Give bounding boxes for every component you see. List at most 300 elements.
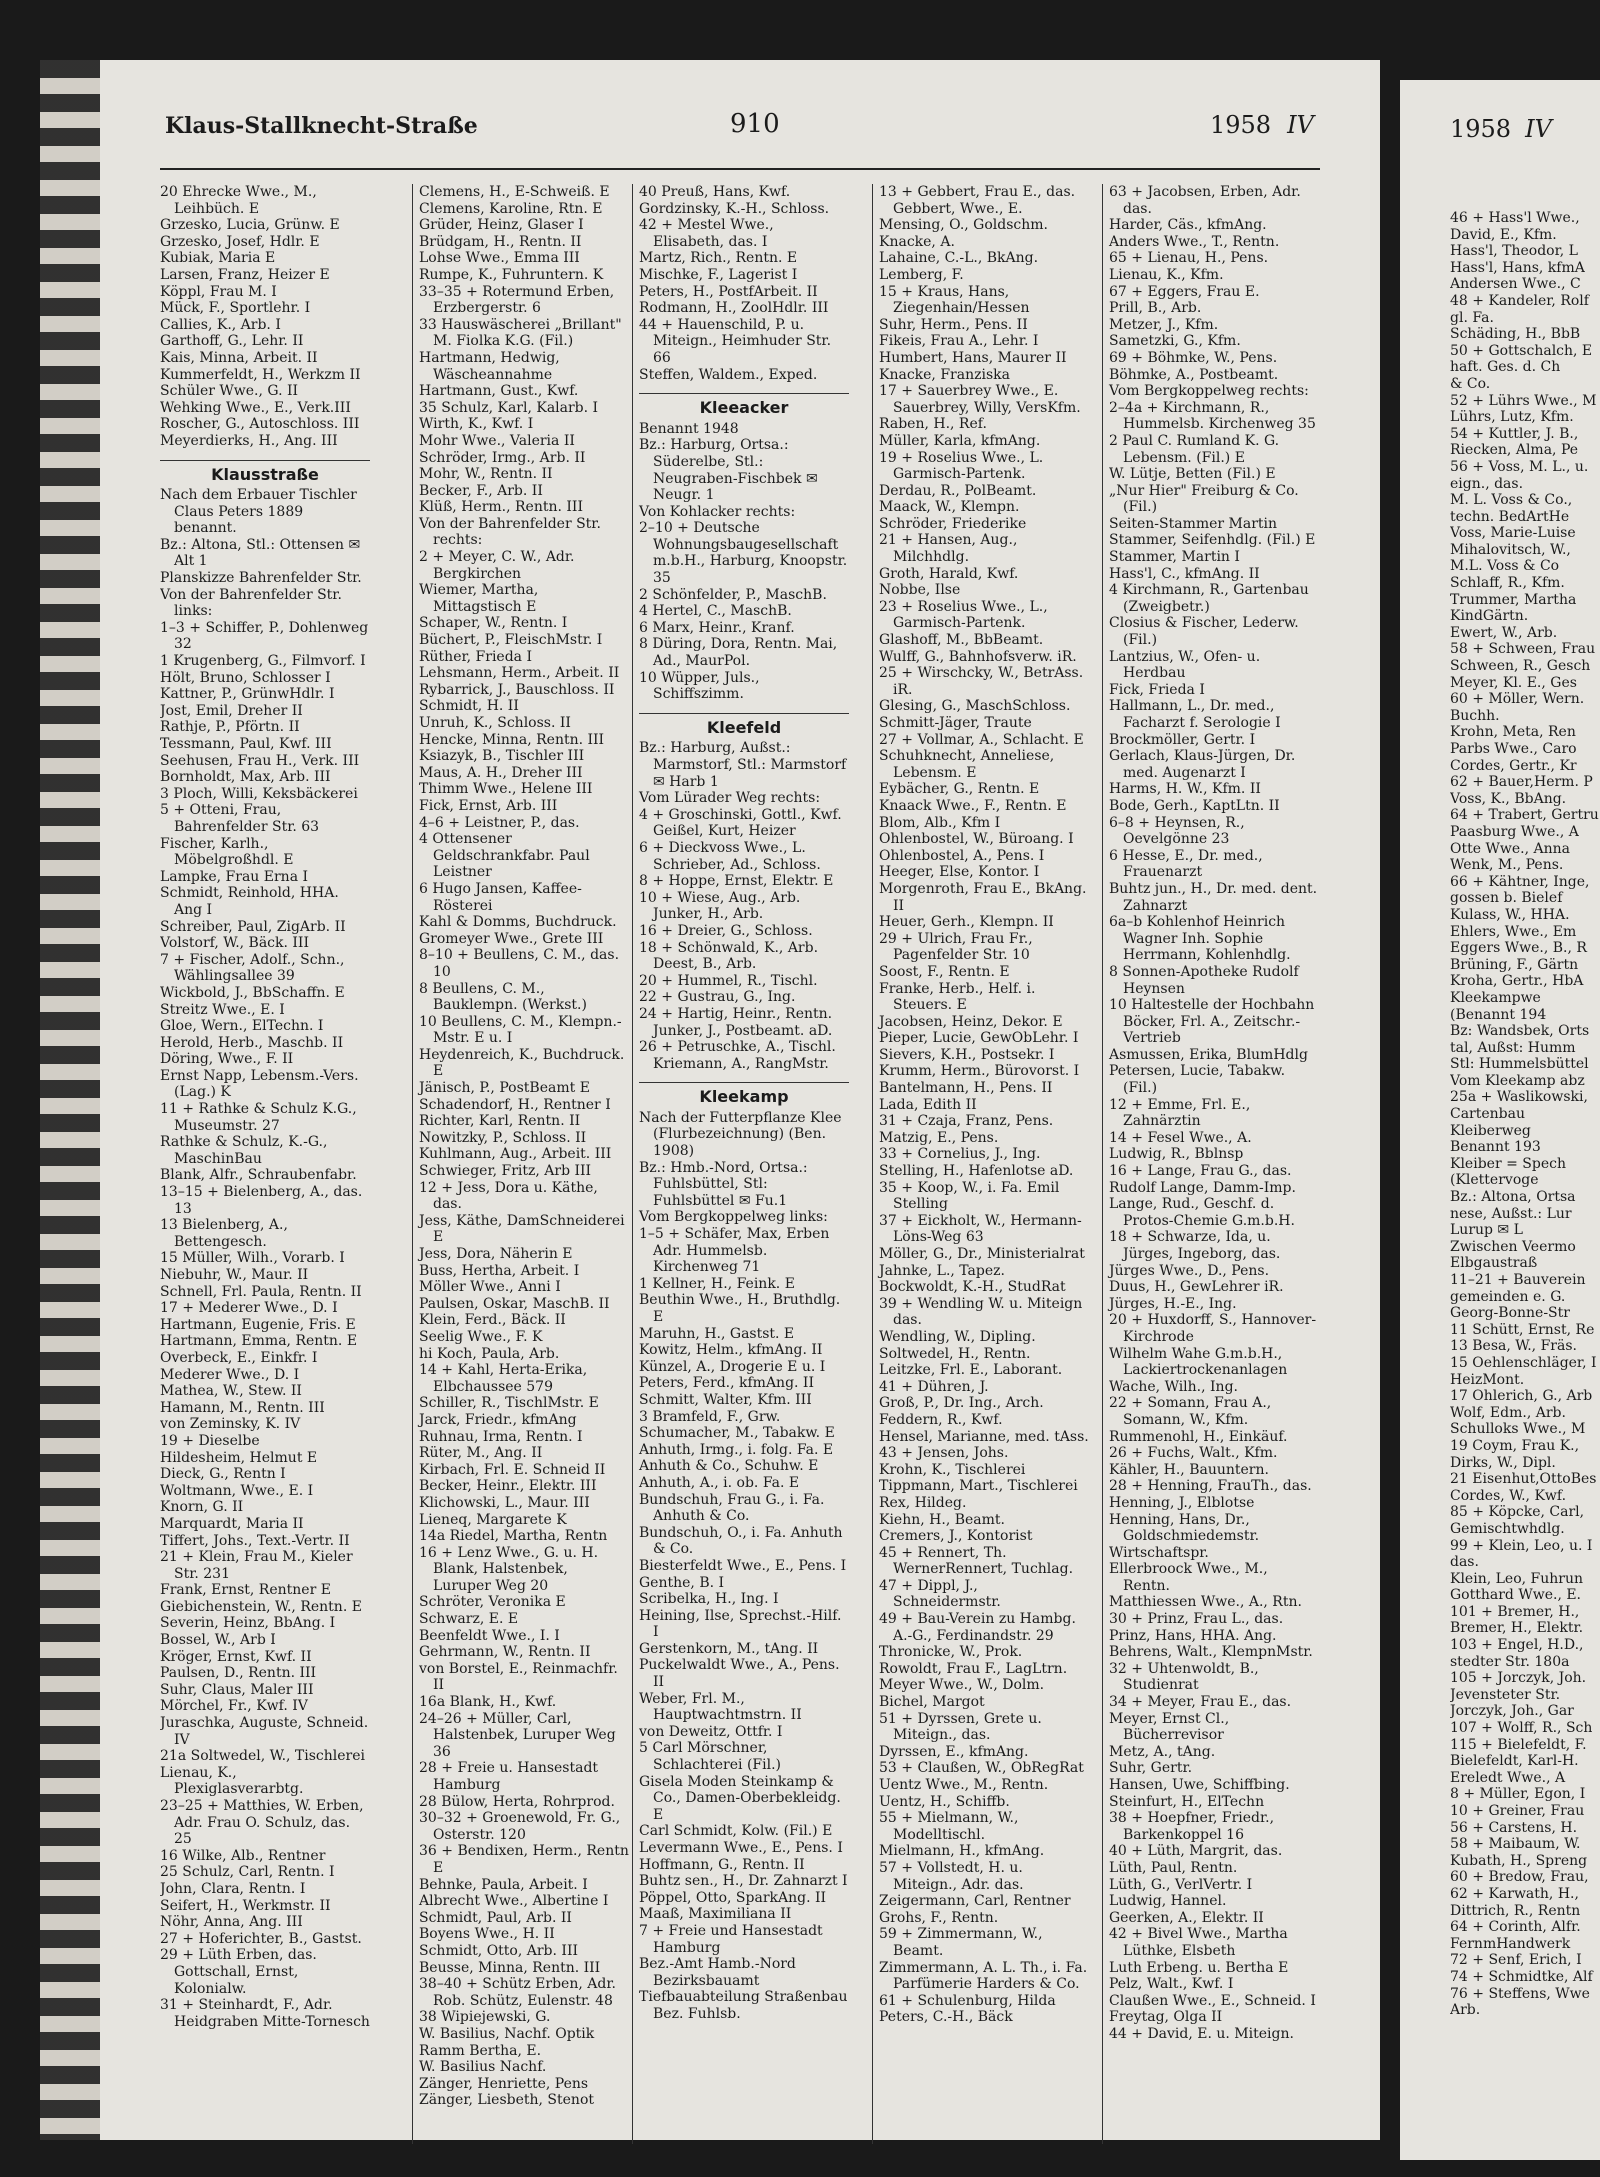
directory-entry: Wulff, G., Bahnhofsverw. iR.: [879, 648, 1077, 665]
directory-entry: Herold, Herb., Maschb. II: [160, 1034, 344, 1051]
adjacent-entry: 50 + Gottschalch, E: [1450, 342, 1593, 359]
directory-entry: Lüth, G., VerlVertr. I: [1109, 1876, 1253, 1893]
directory-entry: 51 + Dyrssen, Grete u. Miteign., das.: [879, 1710, 1042, 1744]
directory-entry: Weber, Frl. M., Hauptwachtmstrn. II: [639, 1690, 802, 1724]
adjacent-entry: Riecken, Alma, Pe: [1450, 442, 1579, 459]
directory-entry: Lehsmann, Herm., Arbeit. II: [419, 665, 620, 682]
directory-entry: 10 Haltestelle der Hochbahn Böcker, Frl. A., Zeitschr.-Vertrieb: [1109, 997, 1315, 1047]
directory-entry: Blom, Alb., Kfm I: [879, 814, 1001, 831]
directory-entry: Bantelmann, H., Pens. II: [879, 1080, 1053, 1097]
directory-entry: Dyrssen, E., kfmAng.: [879, 1743, 1029, 1760]
directory-entry: 45 + Rennert, Th. WernerRennert, Tuchlag.: [879, 1544, 1074, 1578]
directory-entry: 21a Soltwedel, W., Tischlerei: [160, 1748, 365, 1765]
directory-entry: Kähler, H., Bauuntern.: [1109, 1461, 1269, 1478]
directory-entry: 25 + Wirschcky, W., BetrAss. iR.: [879, 665, 1084, 698]
adjacent-entry: Kulass, W., HHA.: [1450, 906, 1570, 923]
directory-entry: Cremers, J., Kontorist: [879, 1528, 1033, 1545]
directory-entry: Stammer, Seifenhdlg. (Fil.) E: [1109, 532, 1316, 549]
directory-entry: Harms, H. W., Kfm. II: [1109, 781, 1261, 798]
adjacent-entry: Cordes, W., Kwf.: [1450, 1487, 1567, 1504]
directory-entry: 16a Blank, H., Kwf.: [419, 1694, 557, 1711]
adjacent-entry: Brüning, F., Gärtn: [1450, 956, 1579, 973]
directory-entry: 22 + Somann, Frau A., Somann, W., Kfm.: [1109, 1395, 1272, 1428]
directory-entry: 13–15 + Bielenberg, A., das. 13: [160, 1184, 363, 1217]
volume: IV: [1287, 111, 1314, 139]
directory-entry: Ruhnau, Irma, Rentn. I: [419, 1428, 583, 1445]
adjacent-entry: 13 Besa, W., Fräs.: [1450, 1338, 1577, 1355]
directory-entry: Woltmann, Wwe., E. I: [160, 1482, 314, 1499]
adjacent-entry: 101 + Bremer, H.,: [1450, 1603, 1580, 1620]
directory-entry: 21 + Hansen, Aug., Milchhdlg.: [879, 532, 1018, 566]
page-number: 910: [730, 109, 780, 139]
adjacent-entry: 15 Oehlenschläger, I: [1450, 1354, 1597, 1371]
directory-entry: Fick, Ernst, Arb. III: [419, 797, 558, 814]
directory-entry: 65 + Lienau, H., Pens.: [1109, 250, 1269, 267]
directory-entry: 38 + Hoepfner, Friedr., Barkenkoppel 16: [1109, 1810, 1275, 1843]
directory-entry: Bz.: Hmb.-Nord, Ortsa.: Fuhlsbüttel, Stl: Fuhlsbüttel ✉ Fu.1: [639, 1159, 808, 1209]
directory-entry: Suhr, Gertr.: [1109, 1760, 1193, 1777]
directory-entry: 29 + Ulrich, Frau Fr., Pagenfelder Str. 10: [879, 930, 1033, 964]
directory-entry: 18 + Schönwald, K., Arb. Deest, B., Arb.: [639, 939, 819, 973]
directory-entry: Wendling, W., Dipling.: [879, 1328, 1036, 1345]
directory-entry: Mörchel, Fr., Kwf. IV: [160, 1698, 308, 1715]
directory-entry: Ramm Bertha, E.: [419, 2042, 542, 2059]
directory-entry: Wehking Wwe., E., Verk.III: [160, 399, 351, 416]
adjacent-page-column: [1450, 210, 1600, 2160]
adjacent-entry: stedter Str. 180a: [1450, 1653, 1570, 1670]
directory-entry: Buhtz jun., H., Dr. med. dent. Zahnarzt: [1109, 880, 1318, 914]
directory-entry: Derdau, R., PolBeamt.: [879, 482, 1037, 499]
directory-entry: Bornholdt, Max, Arb. III: [160, 769, 331, 786]
directory-entry: 7 + Fischer, Adolf., Schn., Wählingsallee 39: [160, 951, 345, 985]
adjacent-entry: KindGärtn.: [1450, 608, 1529, 625]
adjacent-entry: 56 + Voss, M. L., u.: [1450, 458, 1589, 475]
directory-entry: Knorn, G. II: [160, 1499, 244, 1516]
directory-entry: 61 + Schulenburg, Hilda: [879, 1992, 1056, 2009]
directory-entry: 42 + Mestel Wwe., Elisabeth, das. I: [639, 217, 774, 250]
adjacent-entry: Krohn, Meta, Ren: [1450, 724, 1576, 741]
directory-column-1: [160, 184, 370, 2144]
directory-entry: Asmussen, Erika, BlumHdlg: [1109, 1046, 1308, 1063]
directory-entry: 27 + Hoferichter, B., Gastst.: [160, 1930, 362, 1947]
adjacent-entry: Dirks, W., Dipl.: [1450, 1454, 1556, 1471]
adjacent-entry: M.L. Voss & Co: [1450, 558, 1560, 575]
directory-entry: 33 Hauswäscherei „Brillant" M. Fiolka K.G. (Fil.): [419, 316, 622, 350]
adjacent-volume: IV: [1525, 115, 1552, 143]
directory-entry: Anhuth & Co., Schuhw. E: [639, 1458, 819, 1475]
adjacent-entry: techn. BedArtHe: [1450, 508, 1570, 525]
adjacent-entry: M. L. Voss & Co.,: [1450, 492, 1573, 509]
adjacent-entry: 10 + Greiner, Frau: [1450, 1803, 1585, 1819]
directory-entry: Henning, J., Elblotse: [1109, 1494, 1255, 1511]
adjacent-entry: 58 + Maibaum, W.: [1450, 1836, 1581, 1853]
directory-entry: Schadendorf, H., Rentner I: [419, 1096, 611, 1113]
directory-entry: Heydenreich, K., Buchdruck. E: [419, 1046, 625, 1080]
directory-entry: 31 + Czaja, Franz, Pens.: [879, 1113, 1054, 1130]
directory-entry: Mischke, F., Lagerist I: [639, 266, 798, 283]
adjacent-entry: Buchh.: [1450, 707, 1500, 724]
directory-entry: Rüther, Frieda I: [419, 648, 532, 665]
directory-entry: 35 + Koop, W., i. Fa. Emil Stelling: [879, 1179, 1060, 1213]
directory-entry: Knacke, Franziska: [879, 366, 1010, 383]
directory-entry: Suhr, Herm., Pens. II: [879, 316, 1028, 333]
directory-entry: 26 + Petruschke, A., Tischl. Kriemann, A., RangMstr.: [639, 1039, 836, 1072]
directory-entry: Lienau, K., Kfm.: [1109, 266, 1224, 283]
directory-entry: Knacke, A.: [879, 233, 955, 250]
directory-entry: 16 + Lenz Wwe., G. u. H. Blank, Halstenbek, Luruper Weg 20: [419, 1544, 599, 1594]
adjacent-entry: Vom Kleekamp abz: [1450, 1072, 1585, 1089]
directory-entry: 33–35 + Rotermund Erben, Erzbergerstr. 6: [419, 283, 615, 317]
directory-entry: 17 + Mederer Wwe., D. I: [160, 1300, 338, 1317]
directory-entry: Bez.-Amt Hamb.-Nord Bezirksbauamt: [639, 1956, 796, 1989]
directory-entry: 42 + Bivel Wwe., Martha Lüthke, Elsbeth: [1109, 1926, 1288, 1959]
directory-entry: Feddern, R., Kwf.: [879, 1411, 1003, 1428]
directory-entry: Brockmöller, Gertr. I: [1109, 731, 1256, 748]
adjacent-entry: Ehlers, Wwe., Em: [1450, 923, 1577, 940]
adjacent-page-header: [1450, 115, 1552, 143]
directory-entry: Roscher, G., Autoschloss. III: [160, 416, 360, 433]
directory-entry: Schüler Wwe., G. II: [160, 383, 299, 400]
directory-entry: Nöhr, Anna, Ang. III: [160, 1914, 303, 1931]
street-section-title: Klausstraße: [160, 460, 370, 484]
page-spine-shadow: [40, 60, 100, 2140]
directory-entry: 49 + Bau-Verein zu Hambg. A.-G., Ferdinandstr. 29: [879, 1611, 1076, 1644]
adjacent-entry: 21 Eisenhut,OttoBes: [1450, 1471, 1597, 1488]
adjacent-entry: Hass'l, Hans, kfmA: [1450, 259, 1585, 276]
header-rule: [160, 168, 1320, 170]
directory-entry: 4 Ottensener Geldschrankfabr. Paul Leistner: [419, 831, 590, 881]
adjacent-entry: Wenk, M., Pens.: [1450, 857, 1564, 874]
year-volume-header: [1210, 95, 1314, 139]
directory-entry: Grzesko, Lucia, Grünw. E: [160, 217, 340, 234]
directory-entry: Niebuhr, W., Maur. II: [160, 1267, 309, 1283]
directory-entry: Brüdgam, H., Rentn. II: [419, 233, 582, 250]
adjacent-entry: David, E., Kfm.: [1450, 226, 1557, 243]
directory-entry: 63 + Jacobsen, Erben, Adr. das.: [1109, 184, 1301, 217]
directory-entry: 17 + Sauerbrey Wwe., E. Sauerbrey, Willy, VersKfm.: [879, 383, 1081, 416]
adjacent-entry: Bz.: Altona, Ortsa: [1450, 1189, 1576, 1206]
directory-entry: 4 Kirchmann, R., Gartenbau (Zweigbetr.): [1109, 582, 1309, 615]
directory-entry: von Deweitz, Ottfr. I: [639, 1723, 783, 1740]
directory-entry: Heining, Ilse, Sprechst.-Hilf. I: [639, 1607, 842, 1641]
directory-entry: Giebichenstein, W., Rentn. E: [160, 1598, 362, 1615]
directory-entry: Hartmann, Eugenie, Fris. E: [160, 1316, 356, 1333]
directory-entry: Pieper, Lucie, GewObLehr. I: [879, 1030, 1079, 1047]
adjacent-entry: Lurup ✉ L: [1450, 1222, 1523, 1239]
directory-entry: Vom Bergkoppelweg links:: [639, 1209, 828, 1226]
directory-entry: Mohr, W., Rentn. II: [419, 466, 553, 483]
directory-entry: Garthoff, G., Lehr. II: [160, 333, 304, 350]
adjacent-page: [1400, 80, 1600, 2160]
adjacent-entry: 66 + Kähtner, Inge,: [1450, 873, 1590, 890]
directory-entry: 4 + Groschinski, Gottl., Kwf. Geißel, Kurt, Heizer: [639, 806, 842, 840]
directory-entry: 5 + Otteni, Frau, Bahrenfelder Str. 63: [160, 802, 320, 835]
directory-entry: 57 + Vollstedt, H. u. Miteign., Adr. das.: [879, 1859, 1024, 1893]
directory-entry: 20 Ehrecke Wwe., M., Leihbüch. E: [160, 184, 317, 217]
directory-entry: Callies, K., Arb. I: [160, 316, 281, 333]
directory-entry: Behrens, Walt., KlempnMstr.: [1109, 1644, 1313, 1661]
directory-entry: Volstorf, W., Bäck. III: [160, 935, 309, 952]
directory-entry: Schmitt-Jäger, Traute: [879, 715, 1032, 731]
adjacent-entry: 19 Coym, Frau K.,: [1450, 1437, 1580, 1454]
directory-entry: Zeigermann, Carl, Rentner: [879, 1893, 1071, 1910]
directory-entry: 26 + Fuchs, Walt., Kfm.: [1109, 1445, 1278, 1462]
directory-entry: Köppl, Frau M. I: [160, 283, 277, 300]
adjacent-entry: Stl: Hummelsbüttel: [1450, 1056, 1589, 1073]
adjacent-entry: Kroha, Gertr., HbA: [1450, 973, 1584, 990]
directory-entry: 8 Sonnen-Apotheke Rudolf Heynsen: [1109, 963, 1299, 997]
adjacent-entry: Cordes, Gertr., Kr: [1450, 757, 1577, 774]
directory-entry: Hass'l, C., kfmAng. II: [1109, 565, 1260, 582]
directory-entry: 12 + Emme, Frl. E., Zahnärztin: [1109, 1096, 1251, 1130]
adjacent-entry: Lührs, Lutz, Kfm.: [1450, 409, 1574, 426]
directory-entry: Bundschuh, Frau G., i. Fa. Anhuth & Co.: [639, 1491, 825, 1525]
directory-entry: Becker, Heinr., Elektr. III: [419, 1478, 597, 1495]
directory-entry: Kröger, Ernst, Kwf. II: [160, 1648, 312, 1665]
directory-entry: Tessmann, Paul, Kwf. III: [160, 736, 332, 752]
adjacent-entry: 76 + Steffens, Wwe: [1450, 1985, 1590, 2002]
directory-entry: Jost, Emil, Dreher II: [160, 702, 303, 719]
directory-entry: Ludwig, Hannel.: [1109, 1893, 1227, 1910]
directory-entry: Wilhelm Wahe G.m.b.H., Lackiertrockenanlagen: [1109, 1345, 1288, 1379]
directory-entry: Steinfurt, H., ElTechn: [1109, 1793, 1265, 1810]
directory-entry: Beenfeldt Wwe., I. I: [419, 1627, 560, 1644]
directory-entry: Meyer Wwe., W., Dolm.: [879, 1677, 1045, 1694]
directory-entry: Biesterfeldt Wwe., E., Pens. I: [639, 1557, 847, 1574]
directory-entry: Ludwig, R., Bblnsp: [1109, 1146, 1244, 1163]
directory-entry: Kuhlmann, Aug., Arbeit. III: [419, 1146, 612, 1163]
adjacent-entry: 105 + Jorczyk, Joh.: [1450, 1670, 1587, 1687]
adjacent-entry: Parbs Wwe., Caro: [1450, 741, 1577, 757]
directory-entry: Rathje, P., Pförtn. II: [160, 719, 300, 736]
directory-entry: 3 Bramfeld, F., Grw.: [639, 1408, 781, 1425]
directory-entry: Möller, G., Dr., Ministerialrat: [879, 1246, 1085, 1262]
directory-entry: Wickbold, J., BbSchaffn. E: [160, 984, 345, 1001]
directory-entry: Clemens, Karoline, Rtn. E: [419, 200, 603, 217]
directory-entry: Matthiessen Wwe., A., Rtn.: [1109, 1594, 1302, 1611]
directory-entry: Fick, Frieda I: [1109, 681, 1205, 698]
directory-entry: Maruhn, H., Gastst. E: [639, 1325, 795, 1342]
directory-entry: Mensing, O., Goldschm.: [879, 217, 1049, 234]
adjacent-entry: 74 + Schmidtke, Alf: [1450, 1968, 1593, 1985]
directory-entry: Thronicke, W., Prok.: [879, 1644, 1023, 1661]
directory-entry: Matzig, E., Pens.: [879, 1129, 999, 1146]
directory-entry: Möller Wwe., Anni I: [419, 1279, 561, 1296]
directory-entry: Nobbe, Ilse: [879, 582, 961, 599]
adjacent-entry: Bz: Wandsbek, Orts: [1450, 1023, 1590, 1040]
directory-entry: Bossel, W., Arb I: [160, 1632, 276, 1649]
directory-entry: 29 + Lüth Erben, das. Gottschall, Ernst, Kolonialw.: [160, 1947, 317, 1997]
directory-entry: Kowitz, Helm., kfmAng. II: [639, 1342, 823, 1359]
directory-entry: Puckelwaldt Wwe., A., Pens. II: [639, 1657, 840, 1691]
directory-entry: Duus, H., GewLehrer iR.: [1109, 1279, 1284, 1296]
directory-entry: 28 Bülow, Herta, Rohrprod.: [419, 1793, 615, 1810]
directory-entry: Gordzinsky, K.-H., Schloss.: [639, 200, 830, 217]
directory-entry: 6 + Dieckvoss Wwe., L. Schrieber, Ad., Schloss.: [639, 839, 821, 873]
directory-entry: Zänger, Liesbeth, Stenot: [419, 2092, 594, 2109]
directory-entry: Kattner, P., GrünwHdlr. I: [160, 686, 335, 703]
directory-entry: Lemberg, F.: [879, 266, 964, 283]
adjacent-entry: Mihalovitsch, W.,: [1450, 541, 1571, 558]
directory-entry: Jürges Wwe., D., Pens.: [1109, 1262, 1270, 1279]
directory-entry: Lada, Edith II: [879, 1096, 977, 1113]
adjacent-entry: & Co.: [1450, 375, 1491, 392]
directory-entry: John, Clara, Rentn. I: [160, 1880, 306, 1897]
directory-entry: Ohlenbostel, A., Pens. I: [879, 847, 1045, 864]
directory-entry: Schmidt, Reinhold, HHA. Ang I: [160, 885, 339, 918]
directory-entry: von Borstel, E., Reinmachfr. II: [419, 1660, 618, 1694]
directory-entry: Becker, F., Arb. II: [419, 482, 543, 499]
directory-entry: W. Lütje, Betten (Fil.) E: [1109, 466, 1276, 483]
directory-entry: Ernst Napp, Lebensm.-Vers. (Lag.) K: [160, 1067, 359, 1101]
directory-entry: Maaß, Maximiliana II: [639, 1906, 792, 1923]
directory-entry: Peters, H., PostfArbeit. II: [639, 283, 818, 300]
directory-entry: 18 + Schwarze, Ida, u. Jürges, Ingeborg, das.: [1109, 1229, 1281, 1262]
adjacent-entry: Gemischtwhdlg.: [1450, 1520, 1565, 1537]
directory-entry: Ksiazyk, B., Tischler III: [419, 748, 585, 765]
directory-entry: Meyerdierks, H., Ang. III: [160, 432, 338, 449]
directory-entry: 37 + Eickholt, W., Hermann-Löns-Weg 63: [879, 1212, 1082, 1246]
directory-entry: Lüth, Paul, Rentn.: [1109, 1859, 1238, 1876]
directory-entry: Rüter, M., Ang. II: [419, 1445, 543, 1462]
directory-entry: 43 + Jensen, Johs.: [879, 1445, 1009, 1462]
directory-entry: Böhmke, A., Postbeamt.: [1109, 366, 1279, 383]
directory-entry: Carl Schmidt, Kolw. (Fil.) E: [639, 1823, 833, 1840]
directory-entry: Uentz Wwe., M., Rentn.: [879, 1777, 1049, 1793]
adjacent-entry: haft. Ges. d. Ch: [1450, 359, 1561, 376]
directory-entry: Wirth, K., Kwf. I: [419, 416, 534, 433]
directory-entry: 32 + Uhtenwoldt, B., Studienrat: [1109, 1660, 1259, 1694]
directory-entry: Jarck, Friedr., kfmAng: [419, 1411, 577, 1428]
directory-entry: 67 + Eggers, Frau E.: [1109, 283, 1260, 300]
directory-entry: 25 Schulz, Carl, Rentn. I: [160, 1864, 335, 1881]
directory-entry: 16 Wilke, Alb., Rentner: [160, 1847, 326, 1864]
directory-entry: Kais, Minna, Arbeit. II: [160, 349, 318, 366]
directory-entry: 10 + Wiese, Aug., Arb. Junker, H., Arb.: [639, 889, 801, 923]
adjacent-entry: 11 Schütt, Ernst, Re: [1450, 1321, 1595, 1338]
directory-entry: Juraschka, Auguste, Schneid. IV: [160, 1715, 369, 1748]
directory-entry: Rathke & Schulz, K.-G., MaschinBau: [160, 1134, 328, 1167]
directory-entry: 30–32 + Groenewold, Fr. G., Osterstr. 120: [419, 1810, 621, 1843]
directory-entry: Albrecht Wwe., Albertine I: [419, 1893, 609, 1910]
directory-entry: Metzer, J., Kfm.: [1109, 316, 1219, 333]
directory-entry: Bichel, Margot: [879, 1694, 985, 1711]
directory-entry: Schmidt, Paul, Arb. II: [419, 1909, 572, 1926]
directory-entry: Glashoff, M., BbBeamt.: [879, 632, 1044, 649]
directory-entry: Lange, Rud., Geschf. d. Protos-Chemie G.m.b.H.: [1109, 1196, 1295, 1229]
directory-entry: 33 + Cornelius, J., Ing.: [879, 1146, 1041, 1163]
directory-entry: 4 Hertel, C., MaschB.: [639, 603, 792, 620]
adjacent-entry: das.: [1450, 1554, 1479, 1571]
directory-entry: Lahaine, C.-L., BkAng.: [879, 250, 1039, 267]
directory-entry: Schuhknecht, Anneliese, Lebensm. E: [879, 748, 1055, 781]
directory-column-4: [872, 184, 1089, 2144]
adjacent-entry: Voss, K., BbAng.: [1450, 790, 1567, 807]
adjacent-entry: Meyer, Kl. E., Ges: [1450, 674, 1577, 691]
directory-entry: Mathea, W., Stew. II: [160, 1383, 302, 1400]
directory-entry: 13 Bielenberg, A., Bettengesch.: [160, 1217, 288, 1250]
directory-entry: Bz.: Altona, Stl.: Ottensen ✉ Alt 1: [160, 536, 361, 570]
directory-entry: Müller, Karla, kfmAng.: [879, 432, 1041, 449]
directory-entry: Beuthin Wwe., H., Bruthdlg. E: [639, 1292, 841, 1325]
directory-entry: Kubiak, Maria E: [160, 250, 276, 267]
directory-entry: Hencke, Minna, Rentn. III: [419, 731, 605, 748]
directory-entry: Gehrmann, W., Rentn. II: [419, 1644, 591, 1661]
adjacent-entry: FernmHandwerk: [1450, 1935, 1571, 1952]
adjacent-entry: 52 + Lührs Wwe., M: [1450, 392, 1597, 409]
directory-entry: 14 + Fesel Wwe., A.: [1109, 1129, 1252, 1146]
directory-entry: 20 + Huxdorff, S., Hannover-Kirchrode: [1109, 1312, 1317, 1345]
adjacent-entry: 62 + Karwath, H.,: [1450, 1885, 1579, 1902]
directory-entry: Rodmann, H., ZoolHdlr. III: [639, 300, 829, 317]
directory-entry: Richter, Karl, Rentn. II: [419, 1113, 581, 1130]
adjacent-entry: gossen b. Bielef: [1450, 890, 1563, 907]
directory-entry: Prill, B., Arb.: [1109, 300, 1202, 317]
directory-entry: Kirbach, Frl. E. Schneid II: [419, 1461, 606, 1478]
directory-entry: Rumpe, K., Fuhruntern. K: [419, 266, 604, 283]
directory-entry: Klichowski, L., Maur. III: [419, 1494, 590, 1511]
directory-entry: Krohn, K., Tischlerei: [879, 1461, 1026, 1478]
directory-entry: 20 + Hummel, R., Tischl.: [639, 972, 818, 989]
directory-entry: 2 Paul C. Rumland K. G. Lebensm. (Fil.) E: [1109, 432, 1280, 466]
directory-entry: 2 + Meyer, C. W., Adr. Bergkirchen: [419, 549, 575, 582]
adjacent-entry: 58 + Schween, Frau: [1450, 641, 1596, 658]
directory-entry: 16 + Lange, Frau G., das.: [1109, 1163, 1292, 1180]
adjacent-entry: 11–21 + Bauverein: [1450, 1272, 1586, 1288]
adjacent-entry: 54 + Kuttler, J. B.,: [1450, 425, 1579, 442]
directory-entry: Von Kohlacker rechts:: [639, 503, 796, 520]
adjacent-entry: Georg-Bonne-Str: [1450, 1305, 1570, 1322]
directory-entry: Jess, Käthe, DamSchneiderei E: [419, 1212, 625, 1246]
directory-entry: Schwieger, Fritz, Arb III: [419, 1163, 592, 1180]
directory-entry: 36 + Bendixen, Herm., Rentn E: [419, 1843, 629, 1876]
directory-entry: 4–6 + Leistner, P., das.: [419, 814, 580, 831]
directory-entry: Groth, Harald, Kwf.: [879, 565, 1019, 582]
directory-entry: W. Basilius, Nachf. Optik: [419, 2025, 595, 2042]
directory-entry: Rummenohl, H., Einkäuf.: [1109, 1428, 1288, 1445]
directory-entry: Suhr, Claus, Maler III: [160, 1681, 314, 1698]
directory-entry: Vom Lürader Weg rechts:: [639, 790, 821, 807]
directory-entry: 59 + Zimmermann, W., Beamt.: [879, 1926, 1043, 1959]
directory-entry: 19 + Roselius Wwe., L. Garmisch-Partenk.: [879, 449, 1044, 483]
adjacent-entry: Gotthard Wwe., E.: [1450, 1587, 1582, 1604]
directory-entry: Ohlenbostel, W., Büroang. I: [879, 831, 1074, 848]
directory-entry: Hallmann, L., Dr. med., Facharzt f. Serologie I: [1109, 698, 1281, 731]
directory-entry: 24 + Hartig, Heinr., Rentn. Junker, J., Postbeamt. aD.: [639, 1005, 833, 1039]
directory-entry: 14 + Kahl, Herta-Erika, Elbchaussee 579: [419, 1362, 588, 1395]
directory-entry: 8–10 + Beullens, C. M., das. 10: [419, 947, 620, 980]
directory-entry: Bz.: Harburg, Ortsa.: Süderelbe, Stl.: Neugraben-Fischbek ✉ Neugr. 1: [639, 437, 818, 504]
directory-entry: Rowoldt, Frau F., LagLtrn.: [879, 1660, 1068, 1677]
directory-entry: Schröter, Veronika E: [419, 1594, 566, 1611]
directory-entry: Dieck, G., Rentn I: [160, 1466, 286, 1483]
directory-entry: Peters, C.-H., Bäck: [879, 2009, 1013, 2026]
directory-entry: 44 + Hauenschild, P. u. Miteign., Heimhuder Str. 66: [639, 316, 832, 366]
directory-column-3: [632, 184, 849, 2144]
directory-entry: Kahl & Domms, Buchdruck.: [419, 914, 617, 931]
directory-entry: Schnell, Frl. Paula, Rentn. II: [160, 1283, 362, 1300]
adjacent-entry: 56 + Carstens, H.: [1450, 1819, 1578, 1836]
directory-entry: 12 + Jess, Dora u. Käthe, das.: [419, 1179, 598, 1213]
directory-entry: Jürges, H.-E., Ing.: [1109, 1295, 1237, 1312]
directory-entry: Freytag, Olga II: [1109, 2009, 1223, 2026]
directory-entry: Franke, Herb., Helf. i. Steuers. E: [879, 980, 1036, 1014]
directory-entry: Boyens Wwe., H. II: [419, 1926, 555, 1943]
directory-entry: Soltwedel, H., Rentn.: [879, 1345, 1031, 1362]
directory-entry: Groß, P., Dr. Ing., Arch.: [879, 1395, 1044, 1412]
directory-entry: 3 Ploch, Willi, Keksbäckerei: [160, 785, 358, 802]
adjacent-entry: Hass'l, Theodor, L: [1450, 243, 1578, 260]
